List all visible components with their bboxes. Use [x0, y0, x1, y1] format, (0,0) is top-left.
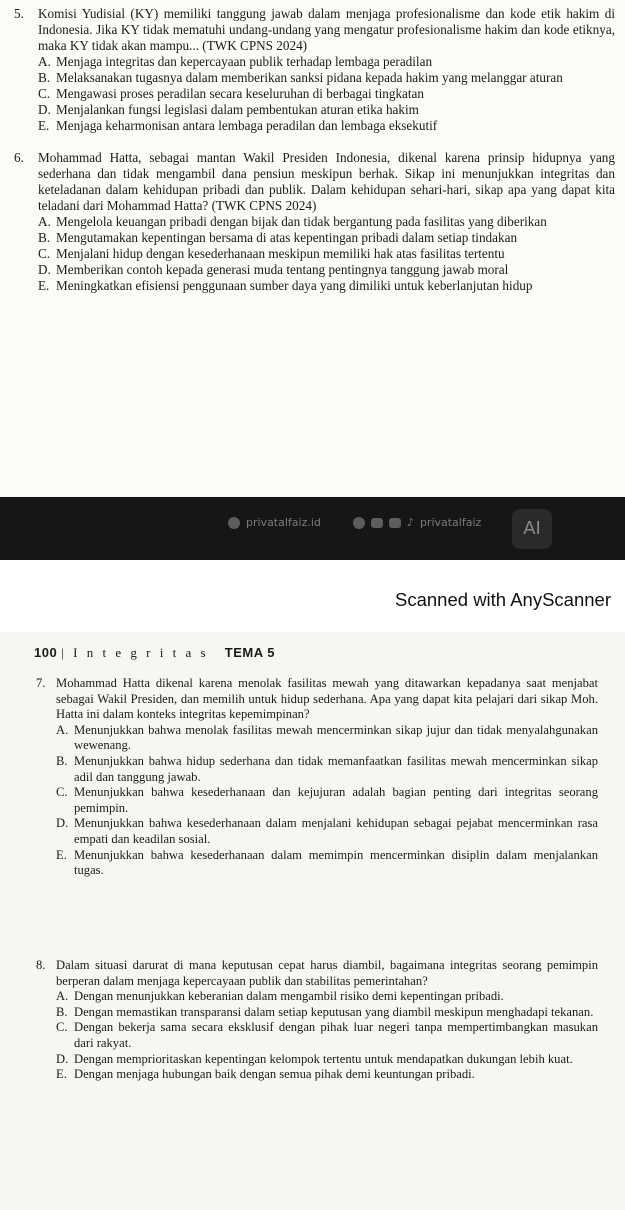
question-number: 6.: [14, 150, 24, 165]
watermark-text: privatalfaiz.id: [246, 516, 321, 529]
whatsapp-icon: [228, 517, 240, 529]
scanner-banner: [0, 560, 625, 632]
option-b: B. Dengan memastikan transparansi dalam setiap keputusan yang diambil meskipun menghadapi tekanan.: [56, 1004, 594, 1019]
question-6: [0, 150, 625, 294]
question-5: [0, 6, 625, 134]
question-stem: Dalam situasi darurat di mana keputusan cepat harus diambil, bagaimana integritas seorang pemimpin berperan dalam menjaga kepercayaan publik dan stabilitas pemerintahan?: [56, 958, 598, 988]
option-b: B. Melaksanakan tugasnya dalam memberikan sanksi pidana kepada hakim yang melanggar aturan: [38, 70, 563, 85]
youtube-icon: [371, 518, 383, 528]
option-c: C. Menunjukkan bahwa kesederhanaan dan kejujuran adalah bagian penting dari integritas seorang pemimpin.: [56, 785, 598, 815]
watermark-text-2: privatalfaiz: [419, 516, 482, 529]
page-number: 100: [34, 645, 58, 660]
question-number: 8.: [36, 958, 46, 972]
watermark: [228, 516, 481, 529]
option-d: D. Menjalankan fungsi legislasi dalam pembentukan aturan etika hakim: [38, 102, 419, 117]
book-title: | I n t e g r i t a s: [61, 645, 209, 660]
scanned-page-top: [0, 0, 625, 497]
option-d: D. Menunjukkan bahwa kesederhanaan dalam menjalani kehidupan sebagai pejabat mencerminkan rasa empati dan keadilan sosial.: [56, 816, 598, 846]
option-e: E. Dengan menjaga hubungan baik dengan semua pihak demi keuntungan pribadi.: [56, 1067, 475, 1082]
watermark-strip: [0, 497, 625, 560]
instagram-icon: [353, 517, 365, 529]
option-a: A. Menunjukkan bahwa menolak fasilitas mewah mencerminkan sikap jujur dan tidak menyalahgunakan wewenang.: [56, 722, 598, 753]
option-e: E. Meningkatkan efisiensi penggunaan sumber daya yang dimiliki untuk keberlanjutan hidup: [38, 278, 533, 293]
tiktok-icon: ♪: [406, 516, 414, 529]
question-number: 7.: [36, 676, 46, 690]
question-stem: Mohammad Hatta, sebagai mantan Wakil Presiden Indonesia, dikenal karena prinsip hidupnya yang sederhana dan tidak mengambil dana pensiun meskipun berhak. Sikap ini menunjukkan integritas dan keteladanan dalam kehidupan pribadi dan publik. Dalam kehidupan sehari-hari, sikap apa yang dapat kita teladani dari Mohammad Hatta? (TWK CPNS 2024): [38, 150, 615, 213]
option-a: A. Menjaga integritas dan kepercayaan publik terhadap lembaga peradilan: [38, 54, 433, 69]
ai-badge-icon: AI: [512, 509, 552, 549]
option-e: E. Menunjukkan bahwa kesederhanaan dalam memimpin mencerminkan disiplin dalam menjalankan tugas.: [56, 847, 598, 878]
question-stem: Komisi Yudisial (KY) memiliki tanggung jawab dalam menjaga profesionalisme dan kode etik hakim di Indonesia. Jika KY tidak mematuhi undang-undang yang mengatur profesionalisme hakim dan kode etiknya, maka KY tidak akan mampu... (TWK CPNS 2024): [38, 6, 615, 53]
option-d: D. Dengan memprioritaskan kepentingan kelompok tertentu untuk mendapatkan dukungan lebih kuat.: [56, 1051, 573, 1066]
question-stem: Mohammad Hatta dikenal karena menolak fasilitas mewah yang ditawarkan kepadanya saat menjabat sebagai Wakil Presiden, dan memilih untuk hidup sederhana. Apa yang dapat kita pelajari dari sikap Moh. Hatta ini dalam konteks integritas kepemimpinan?: [56, 676, 598, 722]
tema-label: TEMA 5: [224, 645, 275, 660]
option-a: A. Dengan menunjukkan keberanian dalam mengambil risiko demi kepentingan pribadi.: [56, 989, 504, 1004]
camera-icon: [389, 518, 401, 528]
scanned-page-bottom: [0, 632, 625, 1210]
option-c: C. Dengan bekerja sama secara eksklusif dengan pihak luar negeri tanpa mempertimbangkan masukan dari rakyat.: [56, 1020, 598, 1050]
option-b: B. Mengutamakan kepentingan bersama di atas kepentingan pribadi dalam setiap tindakan: [38, 230, 518, 245]
scanner-label: Scanned with AnyScanner: [395, 589, 611, 610]
option-c: C. Mengawasi proses peradilan secara keseluruhan di berbagai tingkatan: [38, 86, 425, 101]
option-a: A. Mengelola keuangan pribadi dengan bijak dan tidak bergantung pada fasilitas yang diberikan: [38, 214, 547, 229]
option-c: C. Menjalani hidup dengan kesederhanaan meskipun memiliki hak atas fasilitas tertentu: [38, 246, 505, 261]
option-e: E. Menjaga keharmonisan antara lembaga peradilan dan lembaga eksekutif: [38, 118, 438, 133]
option-d: D. Memberikan contoh kepada generasi muda tentang pentingnya tanggung jawab moral: [38, 262, 509, 277]
question-8: [36, 958, 598, 1083]
question-7: [36, 676, 598, 879]
option-b: B. Menunjukkan bahwa hidup sederhana dan tidak memanfaatkan fasilitas mewah mencerminkan sikap adil dan tanggung jawab.: [56, 753, 598, 784]
page-header: [34, 645, 275, 661]
question-number: 5.: [14, 6, 24, 21]
